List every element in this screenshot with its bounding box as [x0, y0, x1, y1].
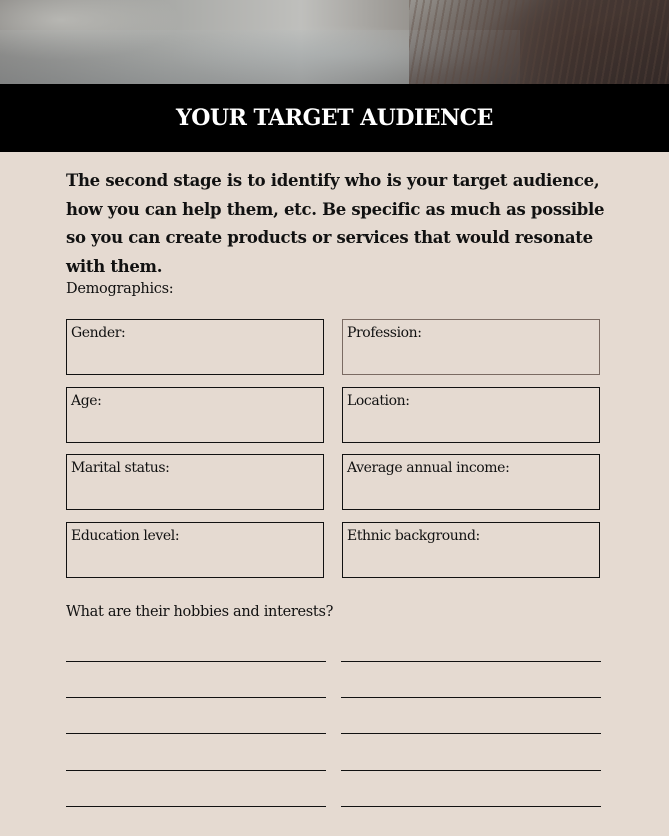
- answer-line[interactable]: [66, 697, 326, 698]
- answer-line[interactable]: [66, 733, 326, 734]
- answer-line[interactable]: [66, 806, 326, 807]
- profession-label: Profession:: [347, 325, 422, 341]
- answer-line[interactable]: [341, 697, 601, 698]
- answer-line[interactable]: [341, 770, 601, 771]
- education-level-label: Education level:: [71, 528, 180, 544]
- location-label: Location:: [347, 393, 410, 409]
- demographics-label: Demographics:: [66, 281, 174, 297]
- marital-status-field[interactable]: [66, 454, 324, 510]
- answer-line[interactable]: [341, 806, 601, 807]
- education-level-field[interactable]: [66, 522, 324, 578]
- page-title: YOUR TARGET AUDIENCE: [176, 105, 493, 131]
- intro-paragraph: The second stage is to identify who is your target audience, how you can help them, etc. Be specific as much as possible so you can create products or services that would resonate with them.: [66, 171, 605, 276]
- annual-income-field[interactable]: [342, 454, 600, 510]
- answer-line[interactable]: [66, 661, 326, 662]
- shore-reeds: [409, 0, 669, 84]
- header-photo: [0, 0, 669, 84]
- gender-label: Gender:: [71, 325, 126, 341]
- marital-status-label: Marital status:: [71, 460, 170, 476]
- title-band: [0, 84, 669, 152]
- hobbies-question: What are their hobbies and interests?: [66, 604, 334, 620]
- answer-line[interactable]: [341, 661, 601, 662]
- profession-field[interactable]: [342, 319, 600, 375]
- ethnic-background-label: Ethnic background:: [347, 528, 480, 544]
- age-label: Age:: [71, 393, 102, 409]
- age-field[interactable]: [66, 387, 324, 443]
- gender-field[interactable]: [66, 319, 324, 375]
- location-field[interactable]: [342, 387, 600, 443]
- answer-line[interactable]: [66, 770, 326, 771]
- answer-line[interactable]: [341, 733, 601, 734]
- ethnic-background-field[interactable]: [342, 522, 600, 578]
- annual-income-label: Average annual income:: [347, 460, 510, 476]
